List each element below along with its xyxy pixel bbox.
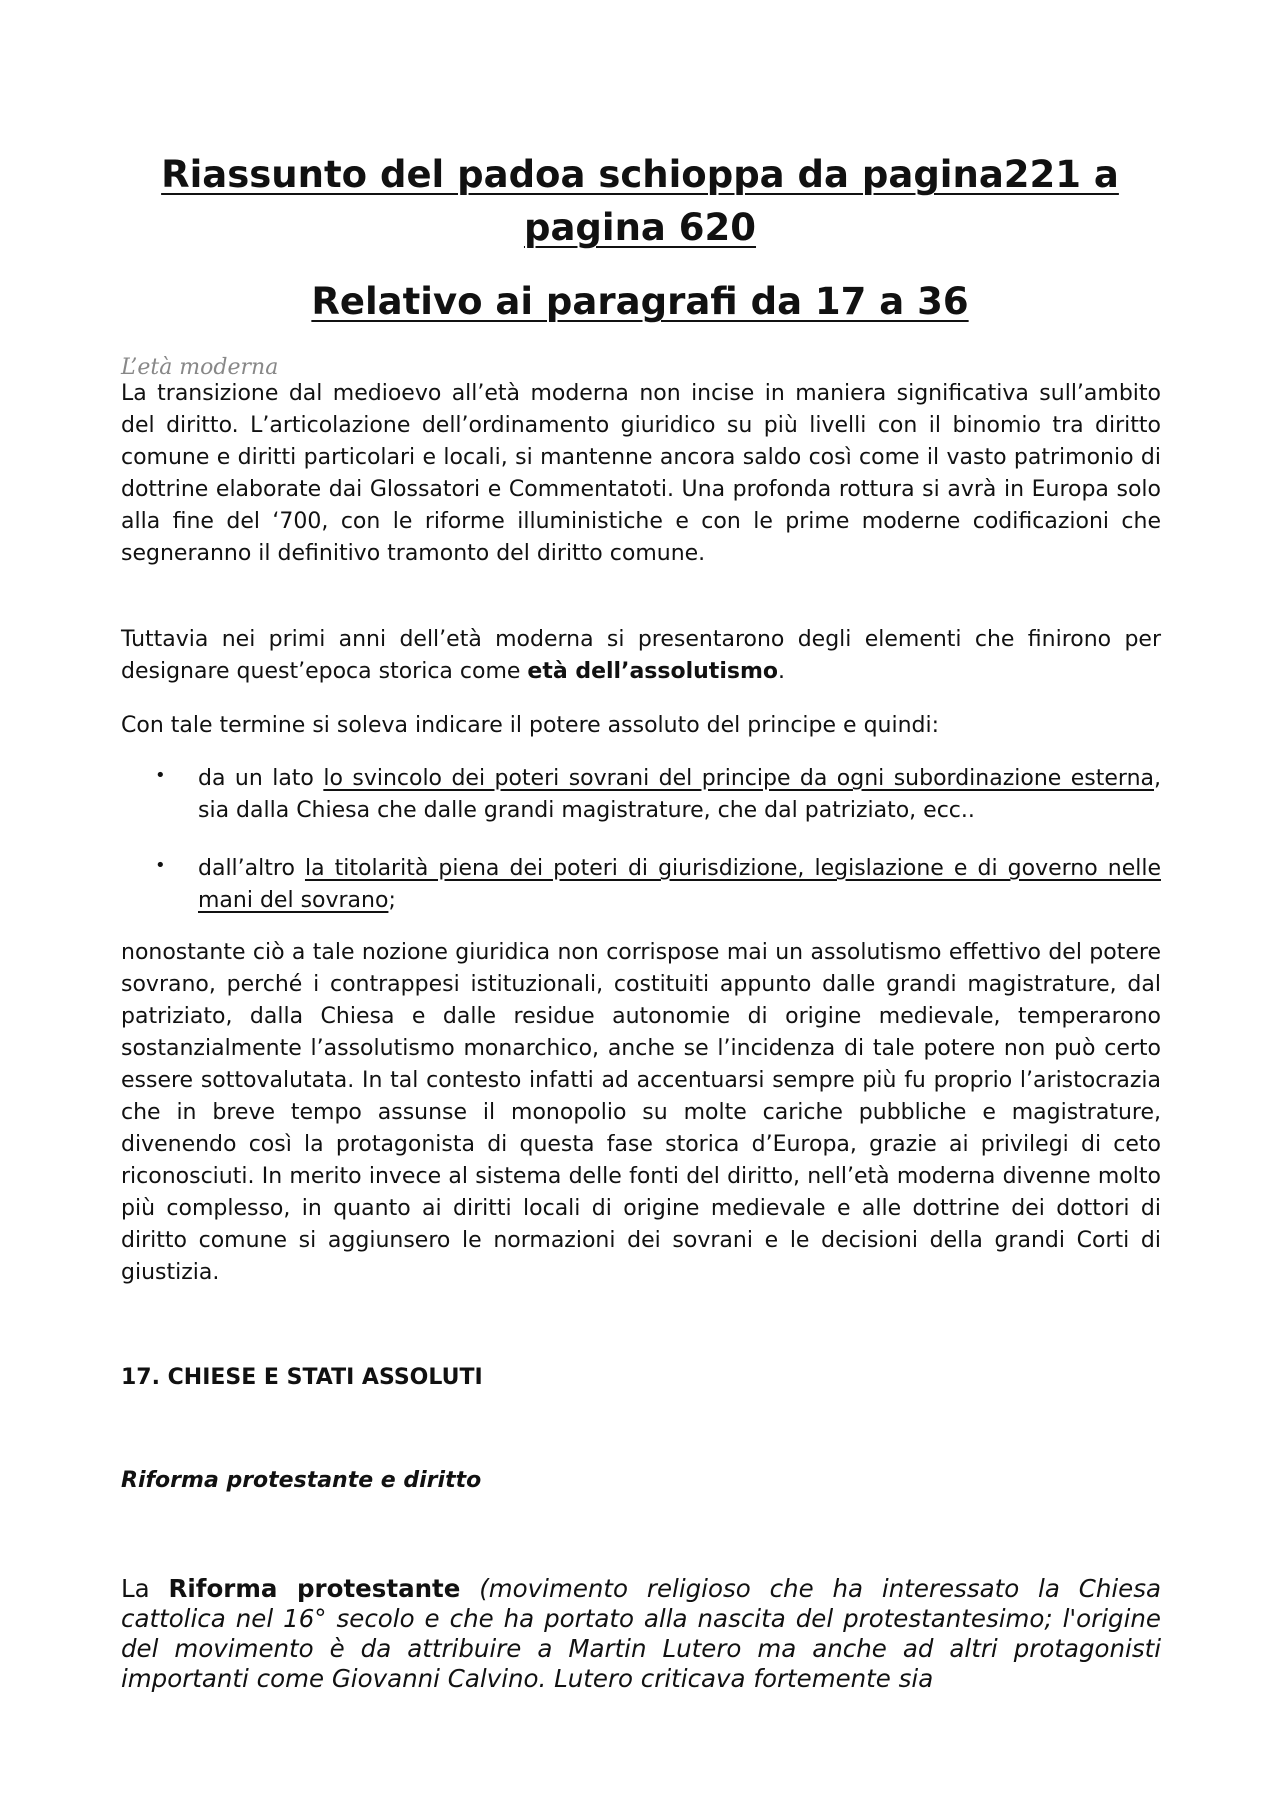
- paragraph-reform: [121, 1574, 1161, 1694]
- paragraph-reform-bold: Riforma protestante: [168, 1574, 461, 1603]
- bullet-icon: •: [155, 855, 166, 876]
- paragraph-aristocracy: nonostante ciò a tale nozione giuridica non corrispose mai un assolutismo effettivo del potere sovrano, perché i contrappesi istituzionali, costituiti appunto dalle grandi magistrature, dal patriziato, dalla Chiesa e dalle residue autonomie di origine medievale, temperarono sostanzialmente l’assolutismo monarchico, anche se l’incidenza di tale potere non può certo essere sottovalutata. In tal contesto infatti ad accentuarsi sempre più fu proprio l’aristocrazia che in breve tempo assunse il monopolio su molte cariche pubbliche e magistrature, divenendo così la protagonista di questa fase storica d’Europa, grazie ai privilegi di ceto riconosciuti. In merito invece al sistema delle fonti del diritto, nell’età moderna divenne molto più complesso, in quanto ai diritti locali di origine medievale e alle dottrine dei dottori di diritto comune si aggiunsero le normazioni dei sovrani e le decisioni della grandi Corti di giustizia.: [121, 940, 1161, 1285]
- bullet-icon: •: [155, 765, 166, 786]
- paragraph-term: Con tale termine si soleva indicare il potere assoluto del principe e quindi:: [121, 713, 940, 738]
- document-title-line-2: Relativo ai paragrafi da 17 a 36: [311, 280, 969, 323]
- paragraph-intro: La transizione dal medioevo all’età moderna non incise in maniera significativa sull’ambito del diritto. L’articolazione dell’ordinamento giuridico su più livelli con il binomio tra diritto comune e diritti particolari e locali, si mantenne ancora saldo così come il vasto patrimonio di dottrine elaborate dai Glossatori e Commentatoti. Una profonda rottura si avrà in Europa solo alla fine del ‘700, con le riforme illuministiche e con le prime moderne codificazioni che segneranno il definitivo tramonto del diritto comune.: [121, 381, 1161, 566]
- bullet-1-underlined: lo svincolo dei poteri sovrani del principe da ogni subordinazione esterna: [323, 766, 1154, 791]
- paragraph-absolutism: [121, 624, 1161, 688]
- bullet-item-2: [198, 853, 1161, 917]
- bullet-2-underlined: la titolarità piena dei poteri di giurisdizione, legislazione e di governo nelle mani del sovrano: [198, 856, 1161, 913]
- paragraph-absolutism-bold: età dell’assolutismo: [527, 659, 778, 684]
- paragraph-reform-italic: (movimento religioso che ha interessato la Chiesa cattolica nel 16° secolo e che ha portato alla nascita del protestantesimo; l'origine del movimento è da attribuire a Martin Lutero ma anche ad altri protagonisti importanti come Giovanni Calvino. Lutero criticava fortemente sia: [121, 1574, 1161, 1693]
- bullet-2-post: ;: [388, 888, 396, 913]
- paragraph-absolutism-text: Tuttavia nei primi anni dell’età moderna si presentarono degli elementi che finirono per designare quest’epoca storica come: [121, 627, 1161, 684]
- section-label: L’età moderna: [121, 355, 279, 380]
- bullet-2-pre: dall’altro: [198, 856, 305, 881]
- paragraph-absolutism-end: .: [778, 659, 785, 684]
- section-heading-17: 17. CHIESE E STATI ASSOLUTI: [121, 1365, 483, 1390]
- document-title-line-1: Riassunto del padoa schioppa da pagina221 a pagina 620: [161, 153, 1119, 249]
- paragraph-reform-pre: La: [121, 1574, 169, 1603]
- subheading-reform: Riforma protestante e diritto: [121, 1468, 482, 1493]
- bullet-1-pre: da un lato: [198, 766, 324, 791]
- bullet-1-post: , sia dalla Chiesa che dalle grandi magistrature, che dal patriziato, ecc..: [198, 766, 1161, 823]
- bullet-item-1: [198, 763, 1161, 827]
